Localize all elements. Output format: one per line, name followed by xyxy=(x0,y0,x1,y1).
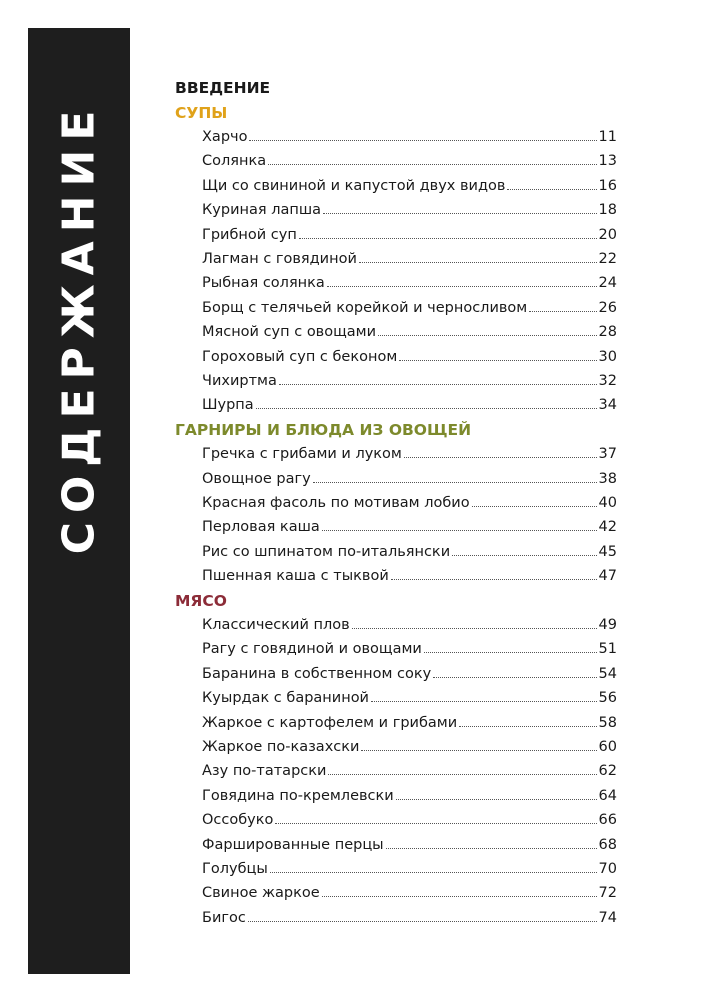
toc-entry-page: 56 xyxy=(598,690,617,707)
toc-entry[interactable] xyxy=(202,271,617,295)
toc-entry[interactable] xyxy=(202,296,617,320)
toc-entry-page: 42 xyxy=(598,519,617,536)
toc-entry-title: Рыбная солянка xyxy=(202,275,325,292)
toc-entry[interactable] xyxy=(202,637,617,661)
dot-leader xyxy=(270,872,597,873)
toc-entry[interactable] xyxy=(202,613,617,637)
toc-entry-title: Борщ с телячьей корейкой и черносливом xyxy=(202,299,528,316)
toc-entry[interactable] xyxy=(202,369,617,393)
toc-entry[interactable] xyxy=(202,808,617,832)
toc-entry-title: Фаршированные перцы xyxy=(202,836,384,853)
toc-entry[interactable] xyxy=(202,881,617,905)
toc-entry-title: Солянка xyxy=(202,153,267,170)
toc-entry-title: Говядина по-кремлевски xyxy=(202,787,394,804)
toc-entry[interactable] xyxy=(202,906,617,930)
toc-entry-title: Свиное жаркое xyxy=(202,885,320,902)
toc-entry[interactable] xyxy=(202,149,617,173)
dot-leader xyxy=(361,750,596,751)
dot-leader xyxy=(404,457,597,458)
toc-entry-page: 22 xyxy=(598,250,617,267)
toc-entry[interactable] xyxy=(202,833,617,857)
toc-entry-page: 62 xyxy=(598,763,617,780)
toc-entry-title: Красная фасоль по мотивам лобио xyxy=(202,494,470,511)
table-of-contents xyxy=(175,76,617,930)
dot-leader xyxy=(529,311,596,312)
dot-leader xyxy=(452,555,596,556)
toc-entry-page: 47 xyxy=(598,568,617,585)
toc-entry[interactable] xyxy=(202,515,617,539)
dot-leader xyxy=(322,896,597,897)
toc-entry[interactable] xyxy=(202,759,617,783)
toc-entry-page: 26 xyxy=(598,299,617,316)
toc-entry-title: Бигос xyxy=(202,909,246,926)
toc-entry-title: Азу по-татарски xyxy=(202,763,327,780)
dot-leader xyxy=(399,360,596,361)
toc-entry-title: Мясной суп с овощами xyxy=(202,324,377,341)
toc-entry-title: Шурпа xyxy=(202,397,254,414)
toc-entry-title: Чихиртма xyxy=(202,372,277,389)
toc-entry-page: 11 xyxy=(598,129,617,145)
toc-entry-title: Куырдак с бараниной xyxy=(202,690,369,707)
toc-entry-title: Перловая каша xyxy=(202,519,320,536)
toc-entry-page: 32 xyxy=(598,372,617,389)
toc-entry-page: 74 xyxy=(598,909,617,926)
dot-leader xyxy=(352,628,597,629)
toc-entry[interactable] xyxy=(202,662,617,686)
toc-entry-page: 45 xyxy=(598,543,617,560)
toc-entry-title: Голубцы xyxy=(202,860,268,877)
toc-entry[interactable] xyxy=(202,345,617,369)
toc-entry[interactable] xyxy=(202,491,617,515)
dot-leader xyxy=(472,506,597,507)
toc-entry[interactable] xyxy=(202,564,617,588)
dot-leader xyxy=(371,701,597,702)
toc-entry-title: Гороховый суп с беконом xyxy=(202,348,398,365)
toc-entry-title: Жаркое с картофелем и грибами xyxy=(202,714,458,731)
toc-entry-page: 60 xyxy=(598,738,617,755)
toc-entry-page: 13 xyxy=(598,153,617,170)
toc-entry-page: 28 xyxy=(598,324,617,341)
toc-entry-page: 30 xyxy=(598,348,617,365)
toc-entry-title: Овощное рагу xyxy=(202,470,311,487)
toc-entry[interactable] xyxy=(202,467,617,491)
toc-entry[interactable] xyxy=(202,540,617,564)
toc-entry-page: 66 xyxy=(598,812,617,829)
toc-entry-title: Оссобуко xyxy=(202,812,274,829)
toc-entry-page: 24 xyxy=(598,275,617,292)
dot-leader xyxy=(249,140,596,141)
toc-entry[interactable] xyxy=(202,174,617,198)
toc-entry-title: Щи со свининой и капустой двух видов xyxy=(202,177,506,194)
toc-entry-page: 40 xyxy=(598,494,617,511)
section-intro[interactable]: ВВЕДЕНИЕ xyxy=(175,79,271,97)
dot-leader xyxy=(433,677,596,678)
dot-leader xyxy=(391,579,597,580)
dot-leader xyxy=(378,335,597,336)
dot-leader xyxy=(424,652,597,653)
toc-entry-title: Баранина в собственном соку xyxy=(202,665,432,682)
toc-entry-page: 68 xyxy=(598,836,617,853)
toc-entry-page: 16 xyxy=(598,177,617,194)
toc-entry[interactable] xyxy=(202,711,617,735)
toc-entry[interactable] xyxy=(202,247,617,271)
toc-entry-page: 54 xyxy=(598,665,617,682)
toc-entry[interactable] xyxy=(202,320,617,344)
toc-entry-page: 49 xyxy=(598,617,617,634)
toc-entry[interactable] xyxy=(202,857,617,881)
toc-entry-title: Грибной суп xyxy=(202,226,297,243)
dot-leader xyxy=(507,189,596,190)
toc-entry-title: Рагу с говядиной и овощами xyxy=(202,641,422,658)
dot-leader xyxy=(396,799,597,800)
dot-leader xyxy=(386,848,597,849)
toc-entry[interactable] xyxy=(202,393,617,417)
toc-entry[interactable] xyxy=(202,735,617,759)
dot-leader xyxy=(279,384,597,385)
toc-entry-title: Лагман с говядиной xyxy=(202,250,357,267)
toc-entry-page: 18 xyxy=(598,202,617,219)
toc-entry-page: 70 xyxy=(598,860,617,877)
section-heading[interactable]: ГАРНИРЫ И БЛЮДА ИЗ ОВОЩЕЙ xyxy=(175,420,472,439)
dot-leader xyxy=(322,530,597,531)
toc-entry[interactable] xyxy=(202,442,617,466)
dot-leader xyxy=(328,774,596,775)
dot-leader xyxy=(323,213,597,214)
toc-entry[interactable] xyxy=(202,784,617,808)
toc-entry-page: 34 xyxy=(598,397,617,414)
toc-entry-page: 37 xyxy=(598,446,617,463)
dot-leader xyxy=(275,823,596,824)
dot-leader xyxy=(327,286,597,287)
toc-entry-page: 72 xyxy=(598,885,617,902)
section-heading[interactable]: СУПЫ xyxy=(175,103,228,122)
toc-entry-title: Харчо xyxy=(202,129,248,145)
dot-leader xyxy=(299,238,597,239)
toc-entry[interactable] xyxy=(202,125,617,149)
section-heading[interactable]: МЯСО xyxy=(175,591,227,610)
toc-entry-title: Классический плов xyxy=(202,617,350,634)
dot-leader xyxy=(268,164,596,165)
dot-leader xyxy=(248,921,597,922)
toc-entry-title: Куриная лапша xyxy=(202,202,321,219)
toc-entry[interactable] xyxy=(202,686,617,710)
toc-entry-page: 20 xyxy=(598,226,617,243)
toc-entry-page: 51 xyxy=(598,641,617,658)
toc-entry-page: 64 xyxy=(598,787,617,804)
toc-entry-title: Гречка с грибами и луком xyxy=(202,446,402,463)
toc-entry-page: 58 xyxy=(598,714,617,731)
dot-leader xyxy=(313,482,597,483)
dot-leader xyxy=(459,726,596,727)
toc-entry-title: Пшенная каша с тыквой xyxy=(202,568,389,585)
toc-entry[interactable] xyxy=(202,198,617,222)
toc-entry-title: Рис со шпинатом по-итальянски xyxy=(202,543,451,560)
dot-leader xyxy=(359,262,597,263)
side-title-bar xyxy=(28,28,130,974)
side-title: СОДЕРЖАНИЕ xyxy=(53,101,105,555)
toc-entry-title: Жаркое по-казахски xyxy=(202,738,360,755)
dot-leader xyxy=(256,408,597,409)
toc-entry-page: 38 xyxy=(598,470,617,487)
toc-entry[interactable] xyxy=(202,223,617,247)
